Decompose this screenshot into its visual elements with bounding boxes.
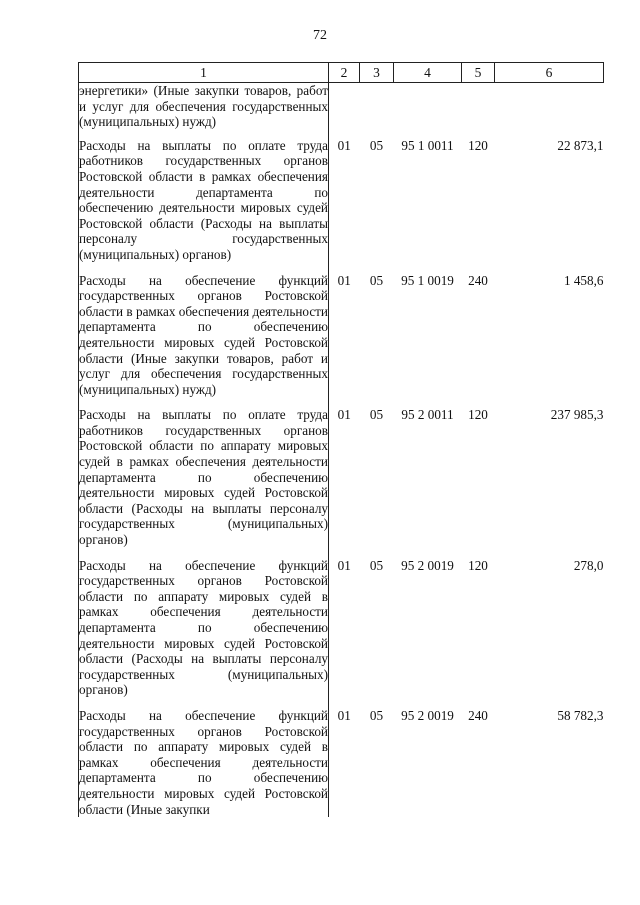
row-amount — [495, 83, 604, 138]
row-target-code: 95 2 0011 — [401, 407, 454, 423]
row-description: Расходы на обеспечение функций государственных органов Ростовской области по аппарату мировых судей в рамках обеспечения деятельности департамента по обеспечению деятельности мировых судей Ростовской области (Расходы на выплаты персоналу государственных (муниципальных) органов) — [79, 558, 329, 708]
row-expense-type — [462, 83, 495, 138]
row-expense-type: 240 — [468, 707, 488, 723]
row-amount: 58 782,3 — [557, 707, 604, 723]
row-section-code: 01 — [337, 137, 351, 153]
row-subsection-code: 05 — [369, 557, 384, 573]
row-amount: 237 985,3 — [550, 407, 604, 423]
row-amount: 1 458,6 — [563, 272, 604, 288]
row-target-code: 95 1 0019 — [401, 272, 454, 288]
row-target-code: 95 2 0019 — [401, 557, 454, 573]
header-col-4: 4 — [394, 63, 462, 83]
row-subsection-code: 05 — [369, 137, 384, 153]
header-col-6: 6 — [495, 63, 604, 83]
row-section-code: 01 — [337, 557, 351, 573]
table-row — [79, 83, 604, 138]
row-description: Расходы на выплаты по оплате труда работников государственных органов Ростовской области по аппарату мировых судей в рамках обеспечения деятельности департамента по обеспечению деятельности мировых судей Ростовской области (Расходы на выплаты персоналу государственных (муниципальных) органов) — [79, 407, 329, 557]
table-row — [79, 273, 604, 408]
row-subsection-code: 05 — [369, 707, 384, 723]
header-col-5: 5 — [462, 63, 495, 83]
row-description: Расходы на обеспечение функций государственных органов Ростовской области по аппарату мировых судей в рамках обеспечения деятельности департамента по обеспечению деятельности мировых судей Ростовской области (Иные закупки — [79, 707, 328, 817]
row-description: Расходы на выплаты по оплате труда работников государственных органов Ростовской области в рамках обеспечения деятельности департамента по обеспечению деятельности мировых судей Ростовской области (Расходы на выплаты персоналу государственных (муниципальных) органов) — [79, 138, 329, 273]
row-section-code: 01 — [337, 707, 351, 723]
row-amount: 22 873,1 — [557, 137, 604, 153]
row-amount: 278,0 — [573, 557, 604, 573]
table-row — [79, 558, 604, 708]
row-target-code — [394, 83, 462, 138]
table-row — [79, 708, 604, 817]
table-row — [79, 407, 604, 557]
table-row — [79, 138, 604, 273]
row-section-code — [329, 83, 360, 138]
header-col-2: 2 — [329, 63, 360, 83]
row-section-code: 01 — [337, 272, 351, 288]
header-col-1: 1 — [79, 63, 329, 83]
row-expense-type: 120 — [468, 557, 488, 573]
row-expense-type: 120 — [468, 137, 488, 153]
row-target-code: 95 1 0011 — [401, 137, 454, 153]
table-header-row — [79, 63, 604, 83]
row-target-code: 95 2 0019 — [401, 707, 454, 723]
header-col-3: 3 — [360, 63, 394, 83]
budget-table — [78, 62, 604, 817]
row-expense-type: 240 — [468, 272, 488, 288]
row-subsection-code — [360, 83, 394, 138]
row-description: энергетики» (Иные закупки товаров, работ и услуг для обеспечения государственных (муниципальных) нужд) — [79, 83, 329, 138]
row-section-code: 01 — [337, 407, 351, 423]
row-subsection-code: 05 — [369, 272, 384, 288]
row-expense-type: 120 — [468, 407, 488, 423]
row-description: Расходы на обеспечение функций государственных органов Ростовской области в рамках обеспечения деятельности департамента по обеспечению деятельности мировых судей Ростовской области (Иные закупки товаров, работ и услуг для обеспечения государственных (муниципальных) нужд) — [79, 273, 329, 408]
page-number: 72 — [313, 28, 327, 43]
row-subsection-code: 05 — [369, 407, 384, 423]
